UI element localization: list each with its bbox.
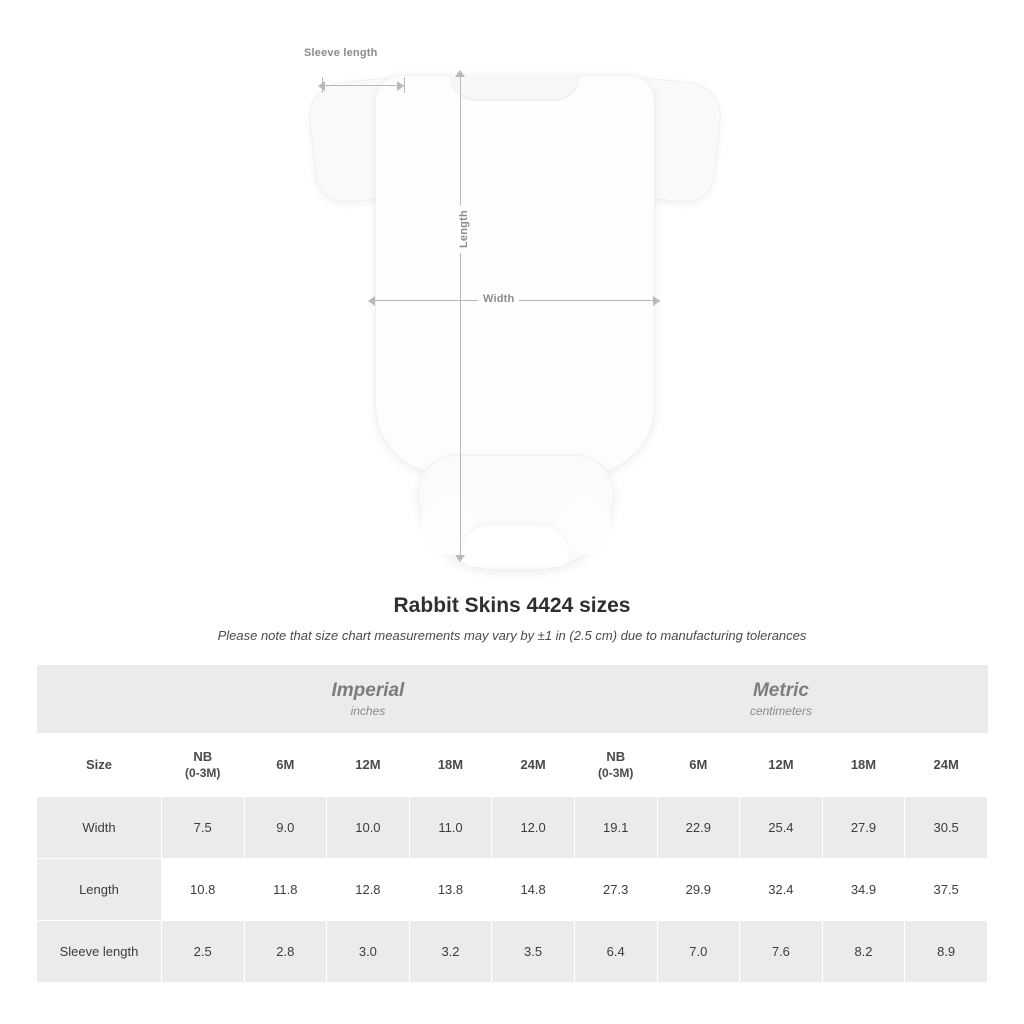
unit-group-imperial-sub: inches [350, 703, 386, 718]
table-row [37, 921, 988, 983]
cell-length-8: 34.9 [822, 859, 905, 921]
cell-sleeve-2: 3.0 [327, 921, 410, 983]
cell-width-8: 27.9 [822, 797, 905, 859]
unit-group-metric-sub: centimeters [749, 703, 812, 718]
length-arrow-bottom [455, 555, 465, 562]
cell-sleeve-7: 7.6 [740, 921, 823, 983]
row-label-sleeve-length: Sleeve length [37, 921, 162, 983]
cell-length-1: 11.8 [244, 859, 327, 921]
header-col-5 [574, 734, 657, 797]
sleeve-length-arrow-right [397, 81, 404, 91]
cell-sleeve-6: 7.0 [657, 921, 740, 983]
header-col-5-sub: (0-3M) [598, 765, 634, 780]
bodysuit-torso [375, 75, 655, 475]
cell-length-3: 13.8 [409, 859, 492, 921]
header-size: Size [37, 734, 162, 797]
cell-width-3: 11.0 [409, 797, 492, 859]
cell-length-5: 27.3 [574, 859, 657, 921]
cell-width-2: 10.0 [327, 797, 410, 859]
cell-sleeve-0: 2.5 [161, 921, 244, 983]
cell-length-9: 37.5 [905, 859, 988, 921]
sleeve-length-label: Sleeve length [304, 47, 378, 59]
unit-spacer-cell [37, 665, 162, 734]
width-arrow-right [653, 296, 660, 306]
row-label-length: Length [37, 859, 162, 921]
tolerance-note: Please note that size chart measurements may vary by ±1 in (2.5 cm) due to manufacturing tolerances [217, 628, 807, 643]
size-chart-table-wrap [36, 665, 988, 983]
header-col-0-label: NB [193, 749, 213, 765]
cell-sleeve-8: 8.2 [822, 921, 905, 983]
length-label: Length [458, 205, 470, 253]
cell-width-5: 19.1 [574, 797, 657, 859]
cell-length-2: 12.8 [327, 859, 410, 921]
cell-width-7: 25.4 [740, 797, 823, 859]
cell-length-4: 14.8 [492, 859, 575, 921]
header-col-7: 12M [740, 734, 823, 797]
header-col-8: 18M [822, 734, 905, 797]
crotch-notch [460, 523, 570, 567]
sleeve-length-tick-left [322, 77, 323, 93]
cell-sleeve-4: 3.5 [492, 921, 575, 983]
cell-length-6: 29.9 [657, 859, 740, 921]
unit-group-imperial [161, 665, 574, 734]
sleeve-length-guide-line [322, 85, 404, 86]
sleeve-length-tick-right [404, 77, 405, 93]
cell-sleeve-5: 6.4 [574, 921, 657, 983]
length-arrow-top [455, 70, 465, 77]
neckline [450, 75, 580, 101]
width-arrow-left [368, 296, 375, 306]
column-header-row [37, 734, 988, 797]
header-col-4: 24M [492, 734, 575, 797]
table-row [37, 797, 988, 859]
row-label-width: Width [37, 797, 162, 859]
size-chart-table [36, 665, 988, 983]
unit-group-metric-name: Metric [752, 680, 809, 702]
length-guide-line [460, 77, 461, 555]
cell-width-9: 30.5 [905, 797, 988, 859]
header-col-1: 6M [244, 734, 327, 797]
table-row [37, 859, 988, 921]
header-col-0-sub: (0-3M) [185, 765, 221, 780]
cell-width-4: 12.0 [492, 797, 575, 859]
cell-width-6: 22.9 [657, 797, 740, 859]
header-col-2: 12M [327, 734, 410, 797]
bodysuit-graphic [300, 47, 730, 555]
unit-group-row [37, 665, 988, 734]
header-col-6: 6M [657, 734, 740, 797]
cell-width-0: 7.5 [161, 797, 244, 859]
header-col-0 [161, 734, 244, 797]
header-col-3: 18M [409, 734, 492, 797]
width-label: Width [478, 293, 519, 305]
page-title: Rabbit Skins 4424 sizes [393, 594, 631, 617]
unit-group-imperial-name: Imperial [331, 680, 405, 702]
cell-length-7: 32.4 [740, 859, 823, 921]
unit-group-metric [574, 665, 987, 734]
cell-sleeve-3: 3.2 [409, 921, 492, 983]
cell-width-1: 9.0 [244, 797, 327, 859]
cell-length-0: 10.8 [161, 859, 244, 921]
cell-sleeve-1: 2.8 [244, 921, 327, 983]
header-col-5-label: NB [606, 749, 626, 765]
header-col-9: 24M [905, 734, 988, 797]
cell-sleeve-9: 8.9 [905, 921, 988, 983]
